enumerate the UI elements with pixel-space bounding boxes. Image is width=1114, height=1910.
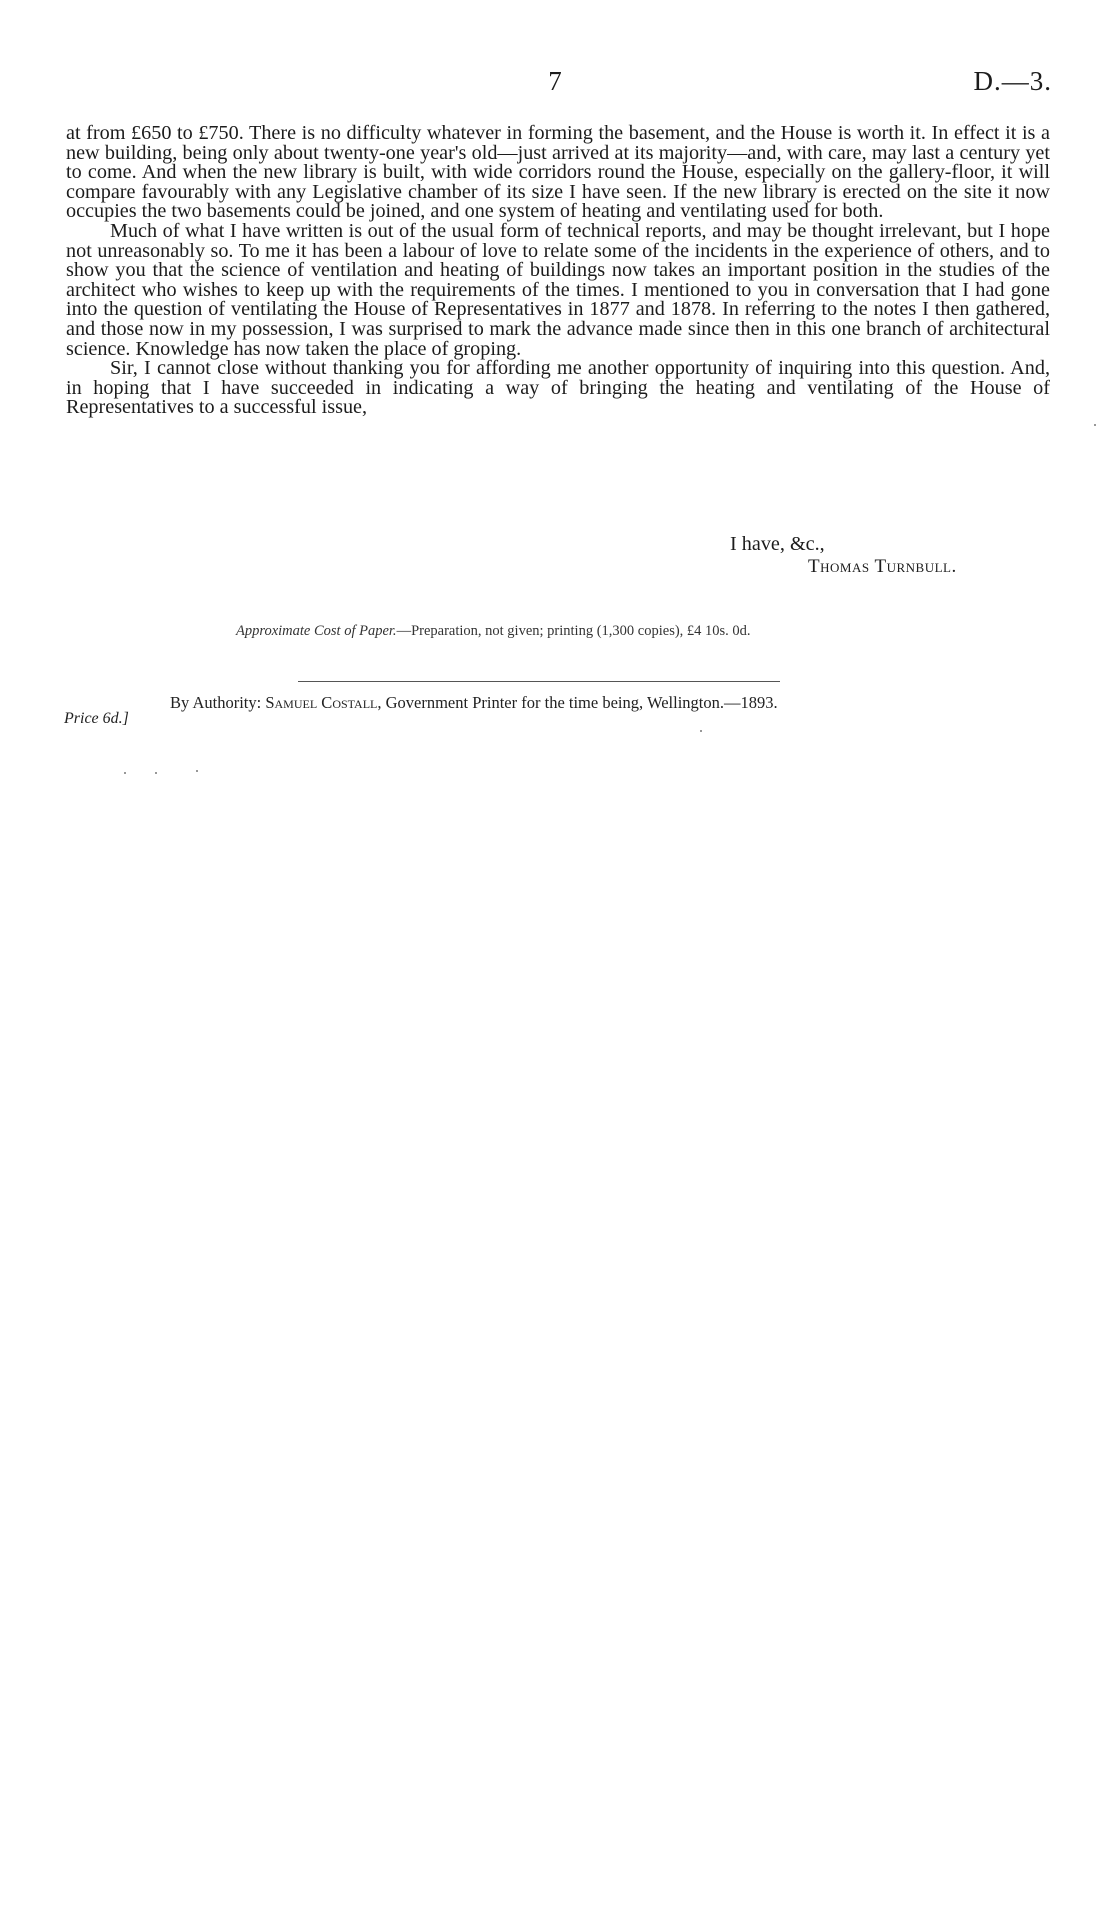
paragraph-technical-reports: Much of what I have written is out of the usual form of technical reports, and may be thought irrelevant, but I hope not unreasonably so. To me it has been a labour of love to relate some of the incidents in the experience of others, and to show you that the science of ventilation and heating of buildings now takes an important position in the studies of the architect who wishes to keep up with the requirements of the times. I mentioned to you in conversation that I had gone into the question of ventilating the House of Representatives in 1877 and 1878. In referring to the notes I then gathered, and those now in my possession, I was surprised to mark the advance made since then in this one branch of architectural science. Knowledge has now taken the place of groping. <box>66 219 1050 360</box>
print-speck <box>1094 424 1096 426</box>
authority-suffix: Government Printer for the time being, Wellington.—1893. <box>385 693 778 712</box>
cost-text: —Preparation, not given; printing (1,300 copies), £4 10s. 0d. <box>396 623 751 639</box>
cost-label: Approximate Cost of Paper. <box>236 623 397 639</box>
signature: Thomas Turnbull. <box>808 556 957 577</box>
print-speck <box>196 770 198 772</box>
document-reference: D.—3. <box>973 66 1052 96</box>
page-number: 7 <box>548 66 562 96</box>
printer-name: Samuel Costall, <box>265 693 382 712</box>
cost-of-paper-note <box>236 623 751 640</box>
closing-salutation: I have, &c., <box>730 533 825 555</box>
printer-authority-line <box>170 693 778 713</box>
report-body <box>66 124 1050 418</box>
print-speck <box>155 772 157 774</box>
footer-divider <box>298 681 780 682</box>
authority-prefix: By Authority: <box>170 693 262 712</box>
price: Price 6d.] <box>64 710 129 727</box>
print-speck <box>700 730 702 732</box>
print-speck <box>124 772 126 774</box>
paragraph-closing-thanks: Sir, I cannot close without thanking you for affording me another opportunity of inquiring into this question. And, in hoping that I have succeeded in indicating a way of bringing the heating and ventilating of the House of Representatives to a successful issue, <box>66 357 1050 419</box>
paragraph-continuation: at from £650 to £750. There is no difficulty whatever in forming the basement, and the House is worth it. In effect it is a new building, being only about twenty-one year's old—just arrived at its majority—and, with care, may last a century yet to come. And when the new library is built, with wide corridors round the House, especially on the gallery-floor, it will compare favourably with any Legislative chamber of its size I have seen. If the new library is erected on the site it now occupies the two basements could be joined, and one system of heating and ventilating used for both. <box>66 122 1050 223</box>
